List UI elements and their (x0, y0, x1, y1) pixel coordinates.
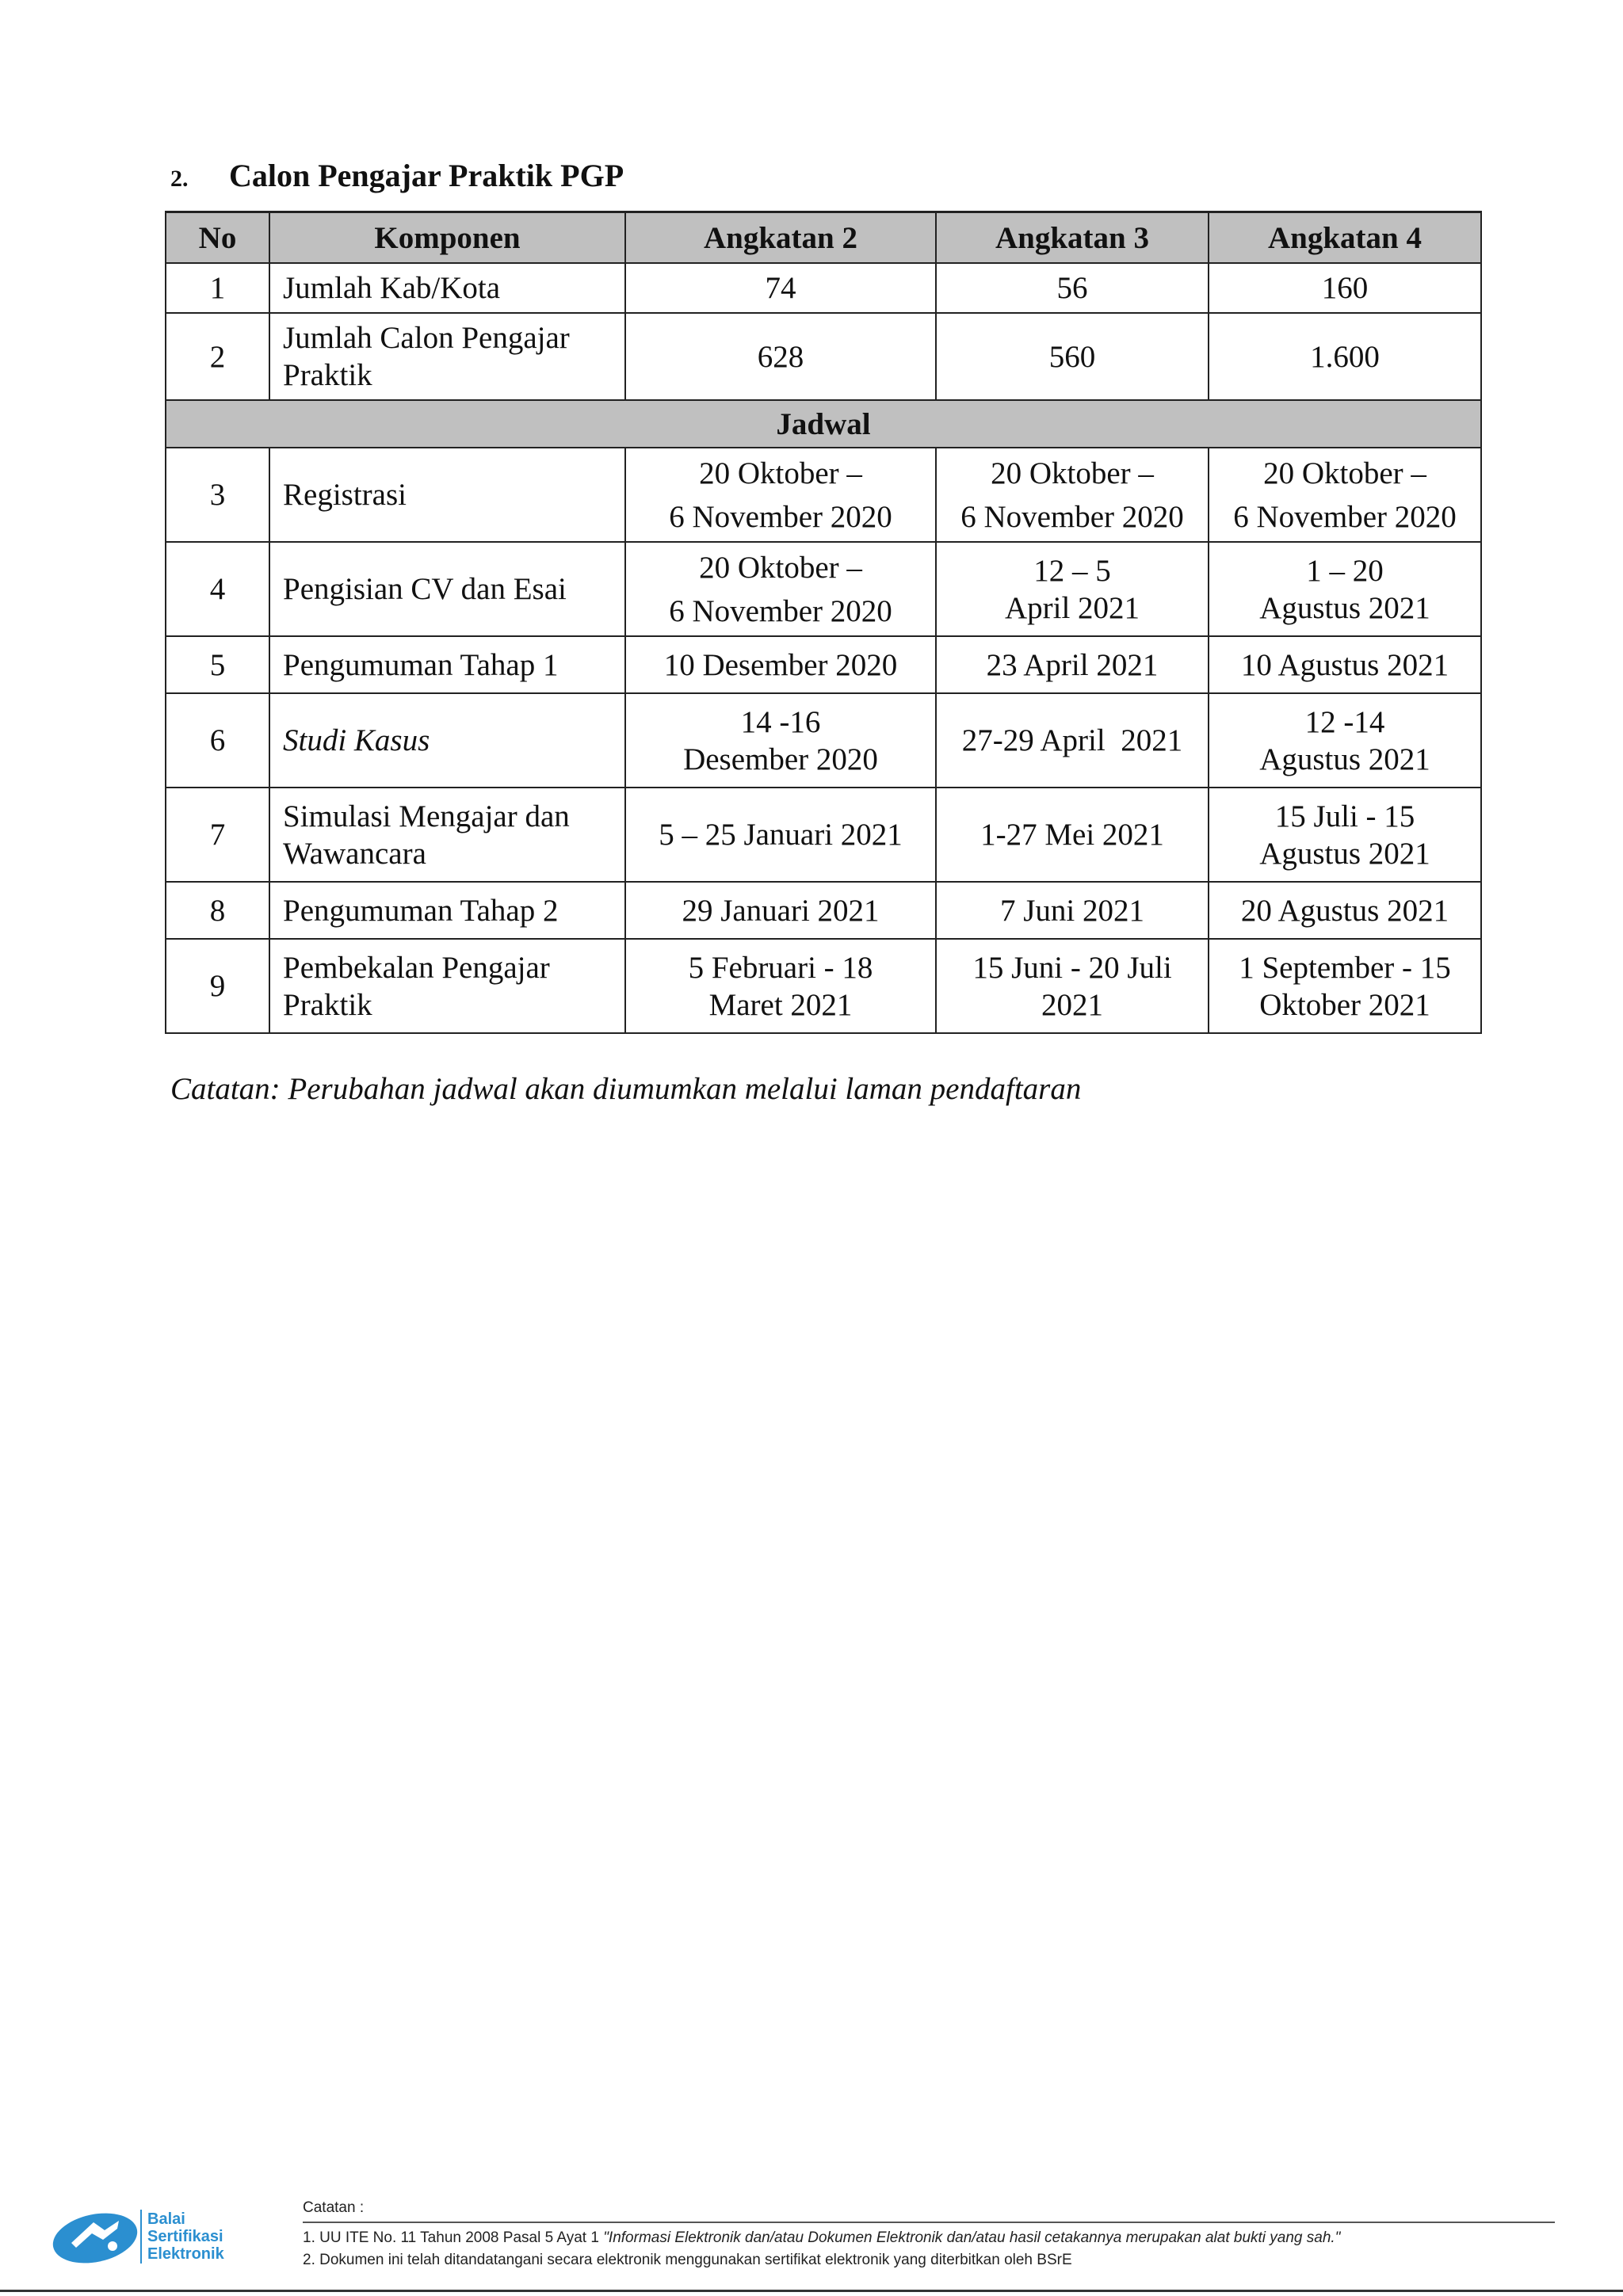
cell-no: 7 (166, 788, 269, 882)
cell-komponen: Simulasi Mengajar dan Wawancara (269, 788, 625, 882)
header-angkatan-4: Angkatan 4 (1209, 212, 1481, 264)
cell-angkatan-2: 10 Desember 2020 (625, 636, 936, 693)
cell-angkatan-2: 20 Oktober – 6 November 2020 (625, 542, 936, 636)
cell-angkatan-3: 15 Juni - 20 Juli 2021 (936, 939, 1209, 1033)
schedule-note: Catatan: Perubahan jadwal akan diumumkan melalui laman pendaftaran (170, 1072, 1082, 1106)
cell-komponen: Jumlah Kab/Kota (269, 263, 625, 313)
header-angkatan-3: Angkatan 3 (936, 212, 1209, 264)
cell-no: 6 (166, 693, 269, 788)
cell-komponen: Studi Kasus (269, 693, 625, 788)
cell-no: 2 (166, 313, 269, 400)
section-title: Calon Pengajar Praktik PGP (229, 158, 624, 193)
cell-angkatan-3: 23 April 2021 (936, 636, 1209, 693)
logo-text-line: Sertifikasi (147, 2228, 223, 2245)
cell-komponen: Jumlah Calon Pengajar Praktik (269, 313, 625, 400)
cell-no: 3 (166, 448, 269, 542)
footer-divider (303, 2222, 1555, 2223)
cell-angkatan-3: 20 Oktober – 6 November 2020 (936, 448, 1209, 542)
cell-angkatan-4: 20 Agustus 2021 (1209, 882, 1481, 939)
section-label: Jadwal (166, 400, 1481, 448)
cell-angkatan-4: 20 Oktober – 6 November 2020 (1209, 448, 1481, 542)
cell-no: 4 (166, 542, 269, 636)
table-row (166, 636, 1481, 693)
section-heading (170, 155, 624, 200)
logo-text-line: Balai (147, 2210, 185, 2228)
cell-no: 8 (166, 882, 269, 939)
cell-no: 5 (166, 636, 269, 693)
cell-angkatan-2: 5 – 25 Januari 2021 (625, 788, 936, 882)
cell-angkatan-4: 1.600 (1209, 313, 1481, 400)
table-row (166, 542, 1481, 636)
header-angkatan-2: Angkatan 2 (625, 212, 936, 264)
cell-komponen: Registrasi (269, 448, 625, 542)
table-row (166, 448, 1481, 542)
cell-angkatan-4: 10 Agustus 2021 (1209, 636, 1481, 693)
table-row (166, 882, 1481, 939)
footer-notes-title: Catatan : (303, 2199, 365, 2216)
cell-komponen: Pembekalan Pengajar Praktik (269, 939, 625, 1033)
table-row (166, 313, 1481, 400)
bsre-emblem-icon (49, 2206, 142, 2268)
table-row (166, 939, 1481, 1033)
cell-angkatan-3: 1-27 Mei 2021 (936, 788, 1209, 882)
schedule-table (165, 211, 1482, 1034)
cell-angkatan-3: 7 Juni 2021 (936, 882, 1209, 939)
cell-angkatan-4: 1 September - 15 Oktober 2021 (1209, 939, 1481, 1033)
table-row (166, 693, 1481, 788)
bsre-logo (49, 2205, 255, 2268)
section-number: 2. (170, 166, 189, 192)
cell-angkatan-4: 12 -14 Agustus 2021 (1209, 693, 1481, 788)
cell-komponen: Pengumuman Tahap 2 (269, 882, 625, 939)
cell-angkatan-3: 56 (936, 263, 1209, 313)
cell-angkatan-3: 560 (936, 313, 1209, 400)
cell-komponen: Pengisian CV dan Esai (269, 542, 625, 636)
table-header-row (166, 212, 1481, 264)
cell-angkatan-4: 1 – 20 Agustus 2021 (1209, 542, 1481, 636)
cell-angkatan-3: 27-29 April 2021 (936, 693, 1209, 788)
cell-no: 1 (166, 263, 269, 313)
cell-no: 9 (166, 939, 269, 1033)
cell-angkatan-2: 29 Januari 2021 (625, 882, 936, 939)
footer-notes (303, 2199, 1555, 2274)
cell-angkatan-2: 5 Februari - 18 Maret 2021 (625, 939, 936, 1033)
header-komponen: Komponen (269, 212, 625, 264)
table-row (166, 263, 1481, 313)
footer-note-2: 2. Dokumen ini telah ditandatangani secara elektronik menggunakan sertifikat elektronik yang diterbitkan oleh BSrE (303, 2252, 1072, 2268)
cell-angkatan-2: 74 (625, 263, 936, 313)
logo-text-line: Elektronik (147, 2245, 224, 2263)
cell-angkatan-4: 160 (1209, 263, 1481, 313)
cell-angkatan-2: 628 (625, 313, 936, 400)
cell-komponen: Pengumuman Tahap 1 (269, 636, 625, 693)
table-row (166, 788, 1481, 882)
cell-angkatan-2: 14 -16 Desember 2020 (625, 693, 936, 788)
cell-angkatan-4: 15 Juli - 15 Agustus 2021 (1209, 788, 1481, 882)
cell-angkatan-3: 12 – 5 April 2021 (936, 542, 1209, 636)
header-no: No (166, 212, 269, 264)
section-row-jadwal (166, 400, 1481, 448)
cell-angkatan-2: 20 Oktober – 6 November 2020 (625, 448, 936, 542)
page-bottom-rule (0, 2290, 1623, 2292)
footer-note-1: 1. UU ITE No. 11 Tahun 2008 Pasal 5 Ayat 1 "Informasi Elektronik dan/atau Dokumen Elektronik dan/atau hasil cetakannya merupakan alat bukti yang sah." (303, 2229, 1341, 2246)
